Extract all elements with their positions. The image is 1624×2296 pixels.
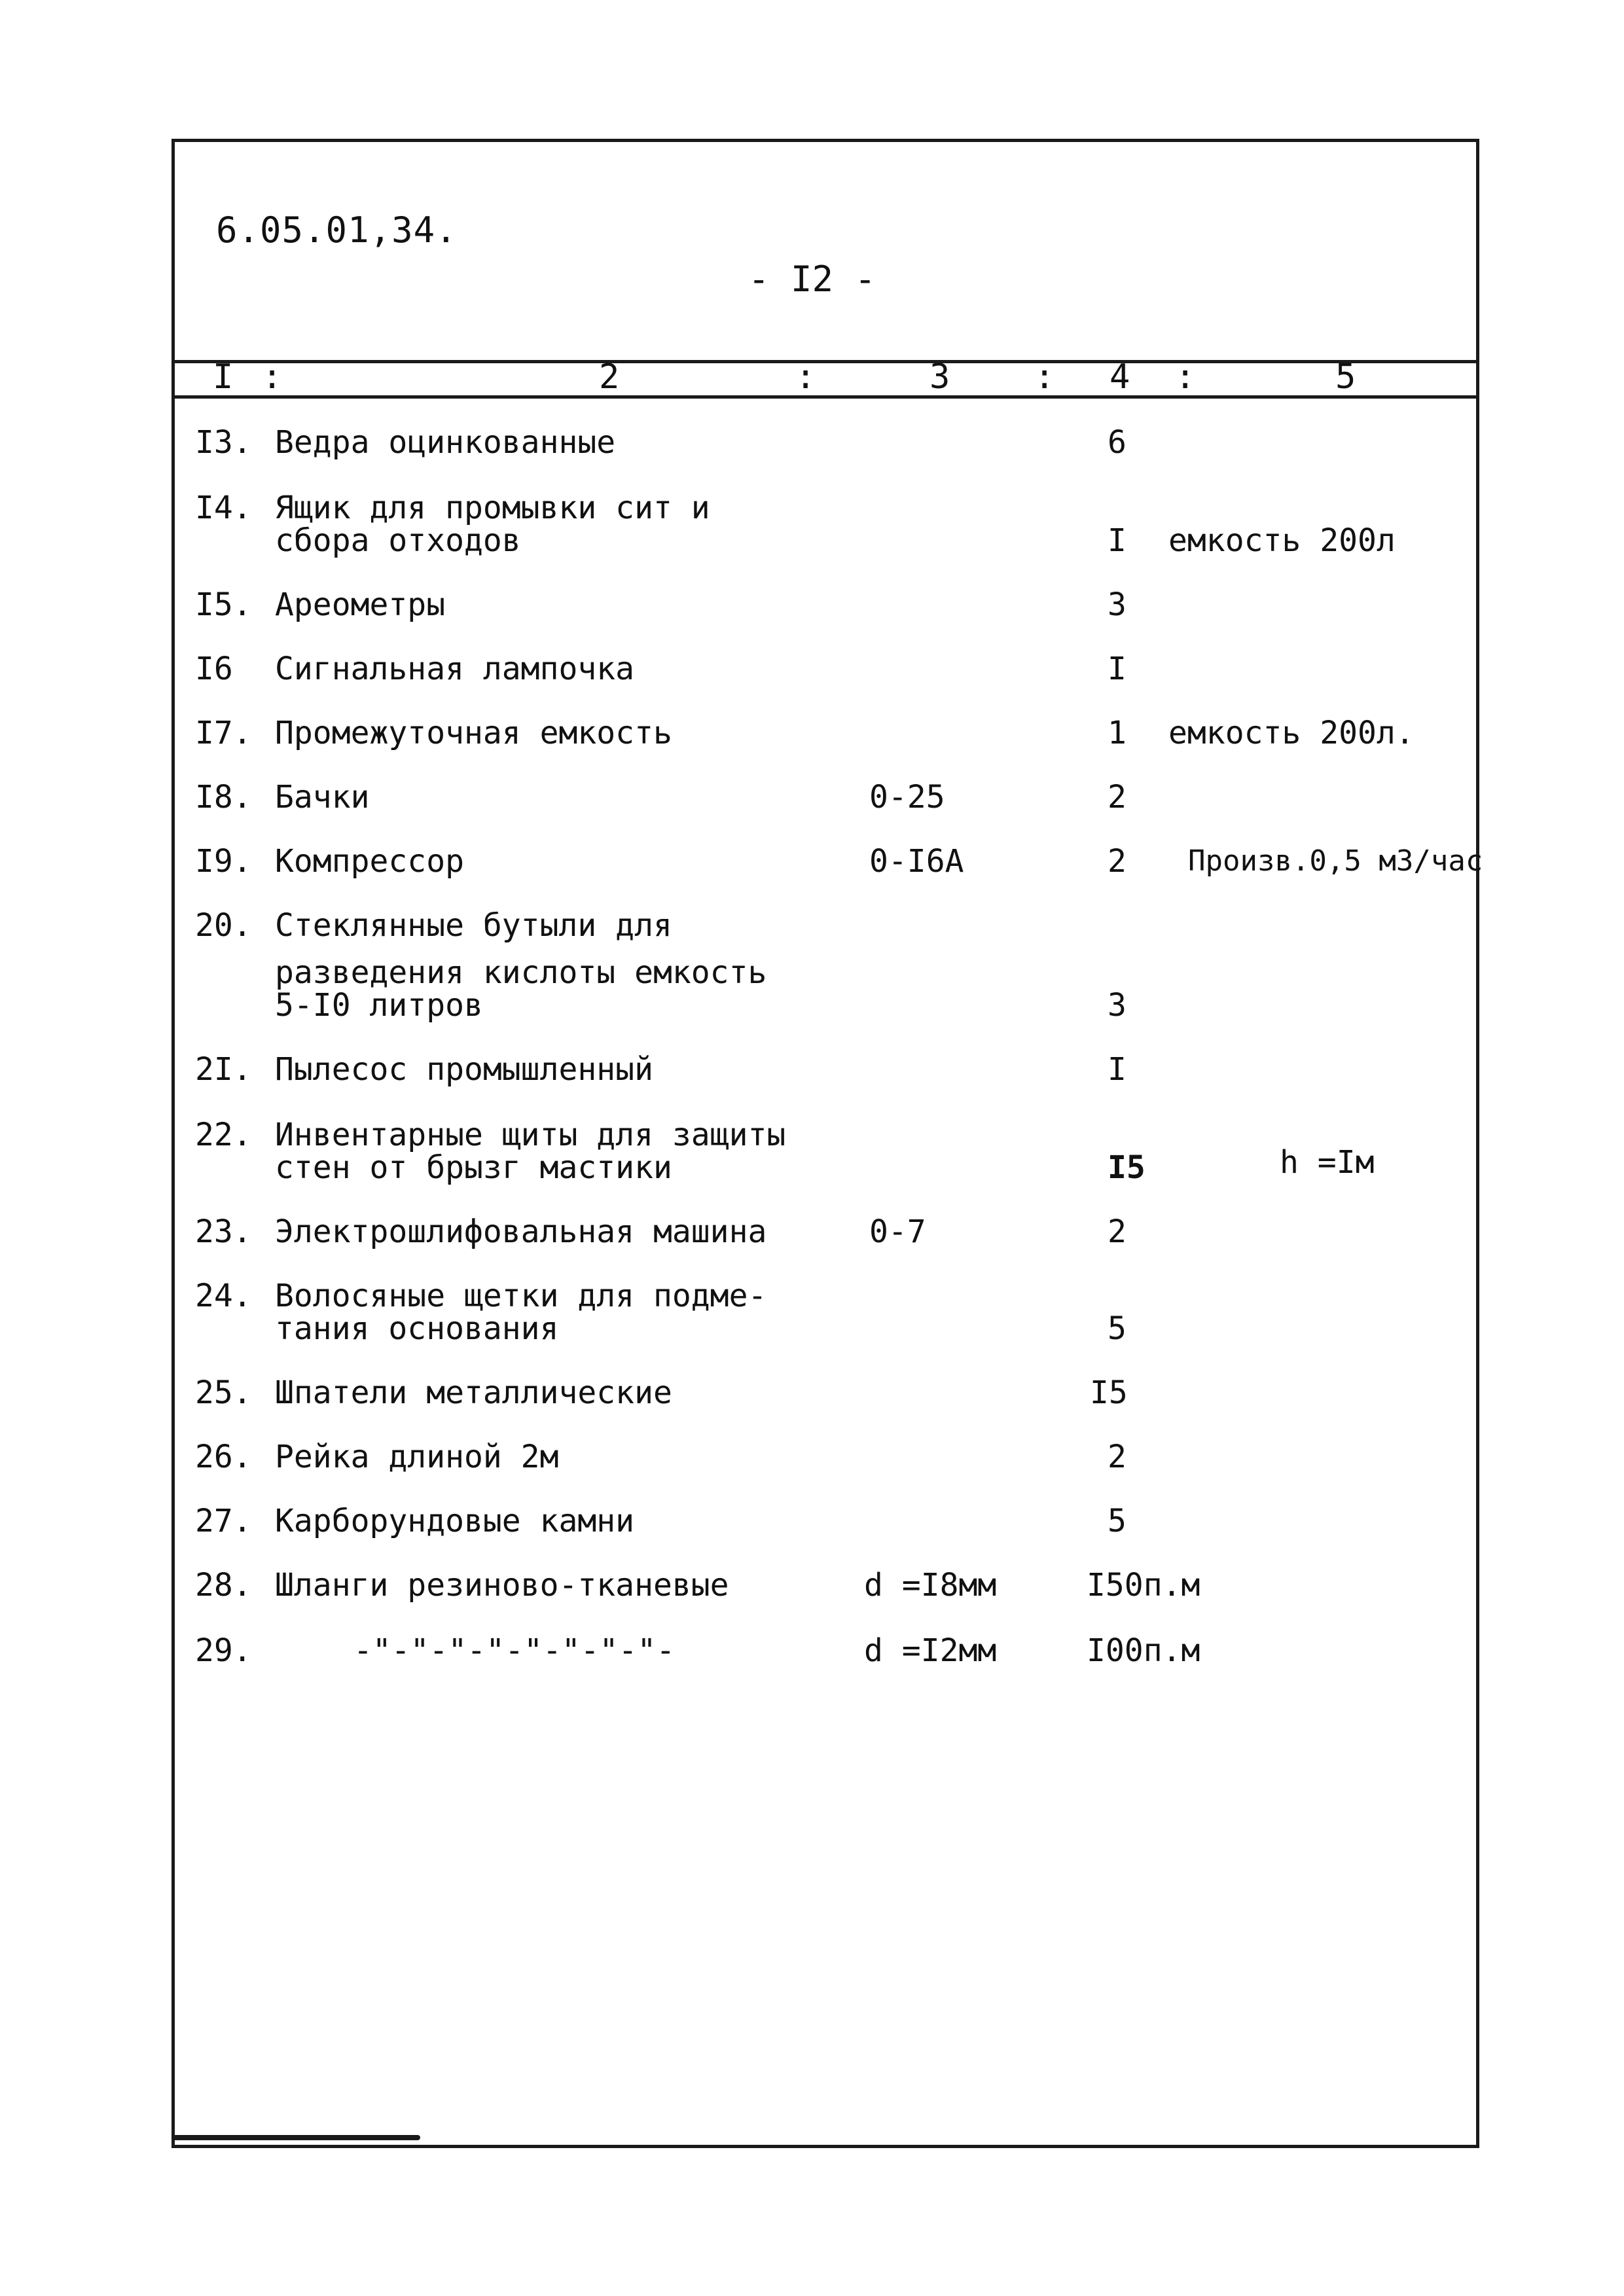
- row-number: 26.: [195, 1439, 252, 1475]
- row-number: I7.: [195, 715, 252, 751]
- row-name-line1: Стеклянные бутыли для: [275, 907, 672, 944]
- row-quantity: 3: [1108, 586, 1127, 623]
- row-name: Шланги резиново-тканевые: [275, 1567, 729, 1604]
- row-quantity: I5: [1090, 1374, 1128, 1411]
- row-quantity: 2: [1108, 843, 1127, 880]
- row-quantity: 2: [1108, 1439, 1127, 1475]
- row-name: Ведра оцинкованные: [275, 424, 616, 461]
- row-name: Ареометры: [275, 586, 446, 623]
- row-quantity: 6: [1108, 424, 1127, 461]
- row-name: Электрошлифовальная машина: [275, 1213, 767, 1250]
- document-code: 6.05.01,34.: [216, 209, 458, 251]
- row-name-line2: сбора отходов: [275, 522, 521, 559]
- row-mark: 0-25: [869, 779, 945, 816]
- row-name: Бачки: [275, 779, 370, 816]
- row-name-line1: Волосяные щетки для подме-: [275, 1278, 767, 1314]
- row-number: 28.: [195, 1567, 252, 1604]
- row-number: 29.: [195, 1632, 252, 1669]
- row-quantity: I00п.м: [1087, 1632, 1200, 1669]
- row-number: 27.: [195, 1503, 252, 1539]
- column-header-2: 2: [599, 357, 620, 397]
- row-number: I3.: [195, 424, 252, 461]
- row-number: I6: [195, 651, 233, 687]
- page-number: - I2 -: [748, 259, 876, 300]
- row-number: I4.: [195, 490, 252, 526]
- row-quantity: I: [1108, 522, 1127, 559]
- row-quantity: I: [1108, 651, 1127, 687]
- table-header-top-rule: [171, 360, 1479, 363]
- column-header-4: 4: [1110, 357, 1130, 397]
- row-mark: 0-I6A: [869, 843, 964, 880]
- row-name-line3: 5-I0 литров: [275, 987, 483, 1024]
- row-mark: d =I8мм: [864, 1567, 997, 1604]
- row-number: I8.: [195, 779, 252, 816]
- row-name: Промежуточная емкость: [275, 715, 672, 751]
- row-number: 25.: [195, 1374, 252, 1411]
- row-name-line2: тания основания: [275, 1310, 559, 1347]
- row-quantity: I5: [1108, 1149, 1146, 1186]
- row-note: Произв.0,5 м3/час: [1188, 844, 1483, 878]
- row-name-line1: Ящик для промывки сит и: [275, 490, 710, 526]
- row-quantity: 5: [1108, 1310, 1127, 1347]
- table-header-bottom-rule: [171, 395, 1479, 399]
- row-quantity: 2: [1108, 1213, 1127, 1250]
- row-number: 23.: [195, 1213, 252, 1250]
- row-name: Рейка длиной 2м: [275, 1439, 559, 1475]
- row-name-line2: стен от брызг мастики: [275, 1149, 672, 1186]
- row-number: 24.: [195, 1278, 252, 1314]
- row-note: емкость 200л.: [1168, 715, 1415, 751]
- row-name: Шпатели металлические: [275, 1374, 672, 1411]
- row-name: Пылесос промышленный: [275, 1051, 653, 1088]
- row-name-ditto: -"-"-"-"-"-"-"-"-: [353, 1632, 676, 1669]
- column-header-1: I: [213, 357, 234, 397]
- row-mark: 0-7: [869, 1213, 926, 1250]
- row-quantity: 5: [1108, 1503, 1127, 1539]
- row-quantity: I50п.м: [1087, 1567, 1200, 1604]
- row-name-line1: Инвентарные щиты для защиты: [275, 1117, 786, 1153]
- row-note: емкость 200л: [1168, 522, 1396, 559]
- row-name: Карборундовые камни: [275, 1503, 635, 1539]
- row-number: I5.: [195, 586, 252, 623]
- row-name: Компрессор: [275, 843, 464, 880]
- row-number: 22.: [195, 1117, 252, 1153]
- row-quantity: I: [1108, 1051, 1127, 1088]
- row-number: 2I.: [195, 1051, 252, 1088]
- row-quantity: 1: [1108, 715, 1127, 751]
- row-quantity: 3: [1108, 987, 1127, 1024]
- row-name-line2: разведения кислоты емкость: [275, 954, 767, 991]
- row-number: I9.: [195, 843, 252, 880]
- row-quantity: 2: [1108, 779, 1127, 816]
- column-header-3: 3: [929, 357, 950, 397]
- row-note: h =Iм: [1280, 1144, 1375, 1181]
- column-header-5: 5: [1335, 357, 1356, 397]
- row-name: Сигнальная лампочка: [275, 651, 635, 687]
- scan-smudge: [171, 2135, 420, 2140]
- row-number: 20.: [195, 907, 252, 944]
- row-mark: d =I2мм: [864, 1632, 997, 1669]
